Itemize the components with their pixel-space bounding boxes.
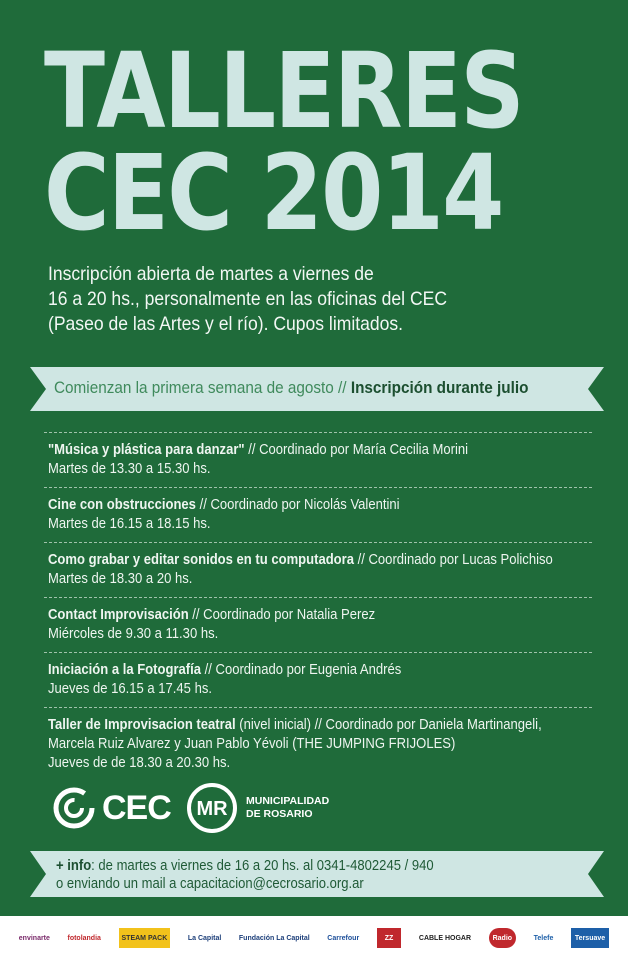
workshop-name: Contact Improvisación <box>48 607 189 623</box>
intro-text <box>48 262 447 337</box>
info-line-1: : de martes a viernes de 16 a 20 hs. al 0341-4802245 / 940 <box>91 858 434 874</box>
sponsor-logo-carrefour: Carrefour <box>327 934 360 942</box>
intro-line-1: Inscripción abierta de martes a viernes de <box>48 263 374 285</box>
sponsor-logo-zz: ZZ <box>377 928 402 948</box>
workshop-schedule: Miércoles de 9.30 a 11.30 hs. <box>48 626 219 642</box>
workshop-coordinator: (nivel inicial) // Coordinado por Daniela Martinangeli, <box>235 717 542 733</box>
workshop-name: Cine con obstrucciones <box>48 497 196 513</box>
banner-lead: Comienzan la primera semana de agosto // <box>54 378 351 397</box>
dates-banner <box>30 367 604 411</box>
municipalidad-line-2: DE ROSARIO <box>246 808 313 820</box>
workshop-name: Taller de Improvisacion teatral <box>48 717 236 733</box>
info-text <box>56 857 434 893</box>
workshop-item <box>44 707 592 781</box>
sponsor-logo-envinarte: envinarte <box>18 934 50 942</box>
workshop-coordinator: // Coordinado por María Cecilia Morini <box>244 442 469 458</box>
workshop-coordinator: // Coordinado por Eugenia Andrés <box>201 662 402 678</box>
info-line-2: o enviando un mail a capacitacion@cecrosario.org.ar <box>56 876 364 892</box>
title-line-1: TALLERES <box>44 30 523 152</box>
poster-title <box>44 30 523 254</box>
workshop-coordinator: // Coordinado por Lucas Polichiso <box>354 552 553 568</box>
workshop-name: Como grabar y editar sonidos en tu computadora <box>48 552 354 568</box>
intro-line-3: (Paseo de las Artes y el río). Cupos limitados. <box>48 313 404 335</box>
sponsor-logo-fotolandia: fotolandia <box>67 934 101 942</box>
title-line-2: CEC 2014 <box>44 132 503 254</box>
workshop-coordinator: // Coordinado por Natalia Perez <box>188 607 376 623</box>
info-banner <box>30 851 604 897</box>
cec-logo <box>52 778 171 838</box>
workshop-schedule: Martes de 16.15 a 18.15 hs. <box>48 516 211 532</box>
workshop-coordinator: // Coordinado por Nicolás Valentini <box>195 497 400 513</box>
workshop-item <box>44 652 592 707</box>
workshop-list <box>44 432 592 781</box>
workshop-name: "Música y plástica para danzar" <box>48 442 245 458</box>
municipalidad-label <box>246 795 329 821</box>
cec-logo-text: CEC <box>102 788 171 827</box>
sponsor-logo-la-capital: La Capital <box>187 934 222 942</box>
cec-spiral-icon <box>52 786 96 830</box>
sponsor-logo-steampack: STEAM PACK <box>119 928 171 948</box>
sponsor-strip <box>0 916 628 960</box>
municipalidad-logo <box>186 778 329 838</box>
banner-text <box>54 378 528 398</box>
municipalidad-line-1: MUNICIPALIDAD <box>246 795 330 807</box>
workshop-item <box>44 487 592 542</box>
info-plus-label: + info <box>56 858 92 874</box>
sponsor-logo-cable-hogar: CABLE HOGAR <box>418 934 472 942</box>
organizer-logos <box>52 778 392 838</box>
banner-strong: Inscripción durante julio <box>350 378 529 397</box>
sponsor-logo-fundacion-la-capital: Fundación La Capital <box>238 934 310 942</box>
workshop-schedule: Jueves de de 18.30 a 20.30 hs. <box>48 755 231 771</box>
workshop-item <box>44 542 592 597</box>
workshop-coordinator-continued: Marcela Ruiz Alvarez y Juan Pablo Yévoli (THE JUMPING FRIJOLES) <box>48 736 456 752</box>
workshop-schedule: Martes de 13.30 a 15.30 hs. <box>48 461 211 477</box>
workshop-schedule: Jueves de 16.15 a 17.45 hs. <box>48 681 212 697</box>
workshop-item <box>44 432 592 487</box>
workshop-name: Iniciación a la Fotografía <box>48 662 202 678</box>
mr-logo-text: MR <box>196 798 228 820</box>
sponsor-logo-radio: Radio <box>489 928 516 948</box>
workshop-schedule: Martes de 18.30 a 20 hs. <box>48 571 193 587</box>
mr-circle-icon <box>186 782 238 834</box>
workshop-item <box>44 597 592 652</box>
sponsor-logo-telefe: Telefe <box>533 934 554 942</box>
sponsor-logo-tersuave: Tersuave <box>571 928 609 948</box>
intro-line-2: 16 a 20 hs., personalmente en las oficinas del CEC <box>48 288 448 310</box>
